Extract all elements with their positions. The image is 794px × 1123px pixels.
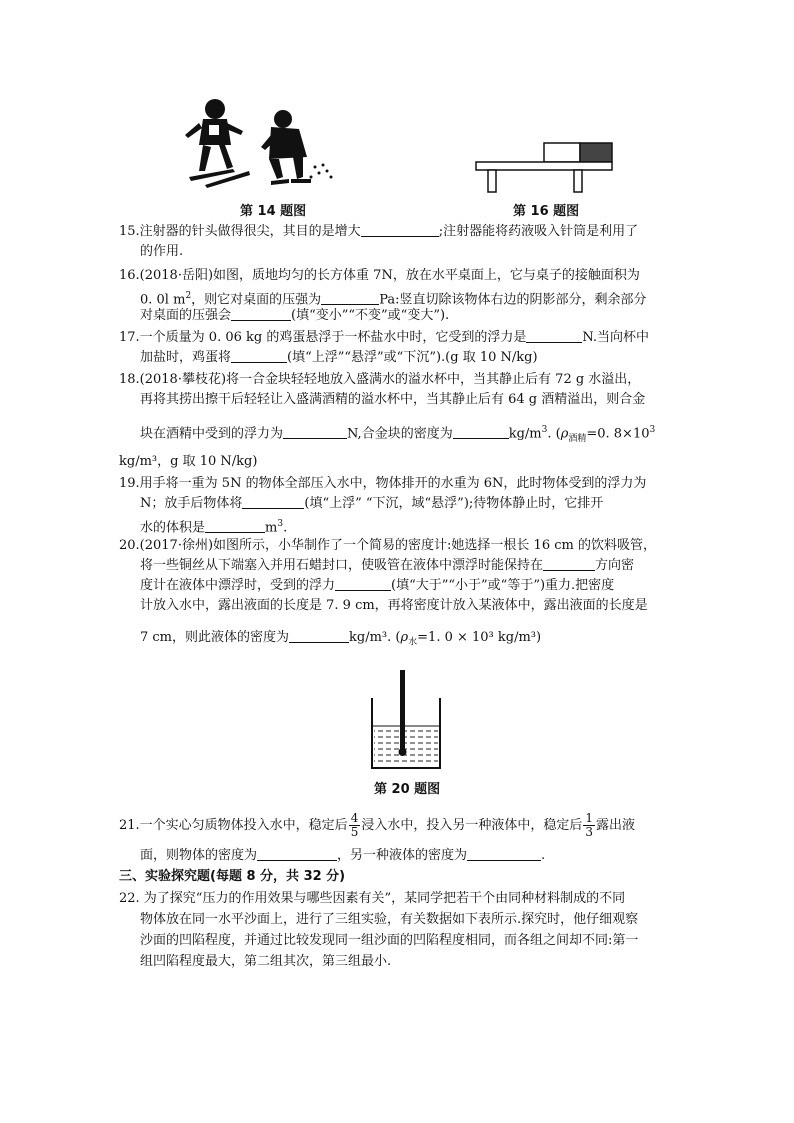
- answer-blank[interactable]: [231, 348, 287, 363]
- q17-line1: 17.一个质量为 0. 06 kg 的鸡蛋悬浮于一杯盐水中时，它受到的浮力是 N.当向杯中: [119, 330, 650, 345]
- answer-blank[interactable]: [283, 424, 347, 439]
- q16-line2: 0. 0l $m^2$，则它对桌面的压强为 Pa:竖直切除该物体右边的阴影部分，剩余部分: [140, 291, 647, 308]
- q21-line1: 21.一个实心匀质物体投入水中，稳定后 $\frac{4}{5}$ 浸入水中，投入另一种液体中，稳定后 $\frac{1}{3}$ 露出液: [119, 811, 635, 839]
- q18-line1: 18.(2018·攀枝花)将一合金块轻轻地放入盛满水的溢水杯中，当其静止后有 72 g 水溢出，: [119, 372, 641, 387]
- table-block-figure: [474, 140, 614, 196]
- q20-line2: 将一些铜丝从下端塞入并用石蜡封口，使吸管在液体中漂浮时能保持在 方向密: [140, 558, 635, 573]
- q20-line4: 计放入水中，露出液面的长度是 7. 9 cm，再将密度计放入某液体中，露出液面的长度是: [140, 598, 648, 613]
- q18-line2: 再将其捞出擦干后轻轻让入盛满酒精的溢水杯中，当其静止后有 64 g 酒精溢出，则合金: [140, 392, 646, 407]
- q16-line3: 对桌面的压强会 (填“变小”“不变”或“变大”).: [140, 308, 450, 323]
- fraction-four-fifths: $\frac{4}{5}$: [350, 811, 359, 839]
- answer-blank[interactable]: [289, 628, 349, 643]
- fig20-caption: 第 20 题图: [374, 782, 441, 797]
- fraction-one-third: $\frac{1}{3}$: [585, 811, 593, 839]
- q21-line2: 面，则物体的密度为 ，另一种液体的密度为 .: [140, 848, 546, 863]
- q22-line2: 物体放在同一水平沙面上，进行了三组实验，有关数据如下表所示.探究时，他仔细观察: [140, 912, 639, 927]
- answer-blank[interactable]: [543, 556, 595, 571]
- q15-line1: 15.注射器的针头做得很尖，其目的是增大 ;注射器能将药液吸入针筒是利用了: [119, 224, 639, 239]
- q18-line4: kg/m³，g 取 10 N/kg): [119, 454, 258, 469]
- q22-line1: 22. 为了探究“压力的作用效果与哪些因素有关”，某同学把若干个由同种材料制成的不同: [119, 891, 626, 906]
- q20-line3: 度计在液体中漂浮时，受到的浮力 (填“大于”“小于”或“等于”)重力.把密度: [140, 578, 615, 593]
- answer-blank[interactable]: [242, 494, 304, 509]
- q22-line3: 沙面的凹陷程度，并通过比较发现同一组沙面的凹陷程度相同，而各组之间却不同:第一: [140, 933, 639, 948]
- answer-blank[interactable]: [467, 846, 541, 861]
- answer-blank[interactable]: [321, 290, 379, 305]
- skiers-figure: [185, 95, 335, 193]
- answer-blank[interactable]: [361, 222, 439, 237]
- q22-line4: 组凹陷程度最大，第二组其次，第三组最小.: [140, 954, 392, 969]
- answer-blank[interactable]: [231, 306, 291, 321]
- q16-line1: 16.(2018·岳阳)如图，质地均匀的长方体重 7N，放在水平桌面上，它与桌子的接触面积为: [119, 268, 640, 283]
- section-heading: 三、实验探究题(每题 8 分，共 32 分): [119, 869, 346, 884]
- answer-blank[interactable]: [205, 518, 265, 533]
- answer-blank[interactable]: [335, 576, 391, 591]
- fig16-caption: 第 16 题图: [513, 204, 580, 219]
- q20-line1: 20.(2017·徐州)如图所示，小华制作了一个简易的密度计:她选择一根长 16 cm 的饮料吸管，: [119, 538, 656, 553]
- q18-line3: 块在酒精中受到的浮力为 N,合金块的密度为 $kg/m^3$. ($\rho_{酒精}=0$. $8\times 10^3$: [140, 425, 656, 444]
- fig14-caption: 第 14 题图: [240, 204, 307, 219]
- beaker-figure: [370, 668, 442, 772]
- q19-line2: N；放手后物体将 (填“上浮” “下沉，域“悬浮”);待物体静止时，它排开: [140, 496, 604, 511]
- q17-line2: 加盐时，鸡蛋将 (填“上浮”“悬浮”或“下沉”).(g 取 10 N/kg): [140, 350, 538, 365]
- answer-blank[interactable]: [453, 424, 509, 439]
- answer-blank[interactable]: [526, 328, 582, 343]
- q19-line1: 19.用手将一重为 5N 的物体全部压入水中，物体排开的水重为 6N，此时物体受到的浮力为: [119, 476, 647, 491]
- q15-line2: 的作用.: [140, 244, 184, 259]
- answer-blank[interactable]: [257, 846, 337, 861]
- q20-line5: 7 cm，则此液体的密度为 kg/m³. ($\rho_水=1$. 0 × 10³ kg/m³): [140, 630, 542, 648]
- q19-line3: 水的体积是 $m^3$.: [140, 519, 288, 536]
